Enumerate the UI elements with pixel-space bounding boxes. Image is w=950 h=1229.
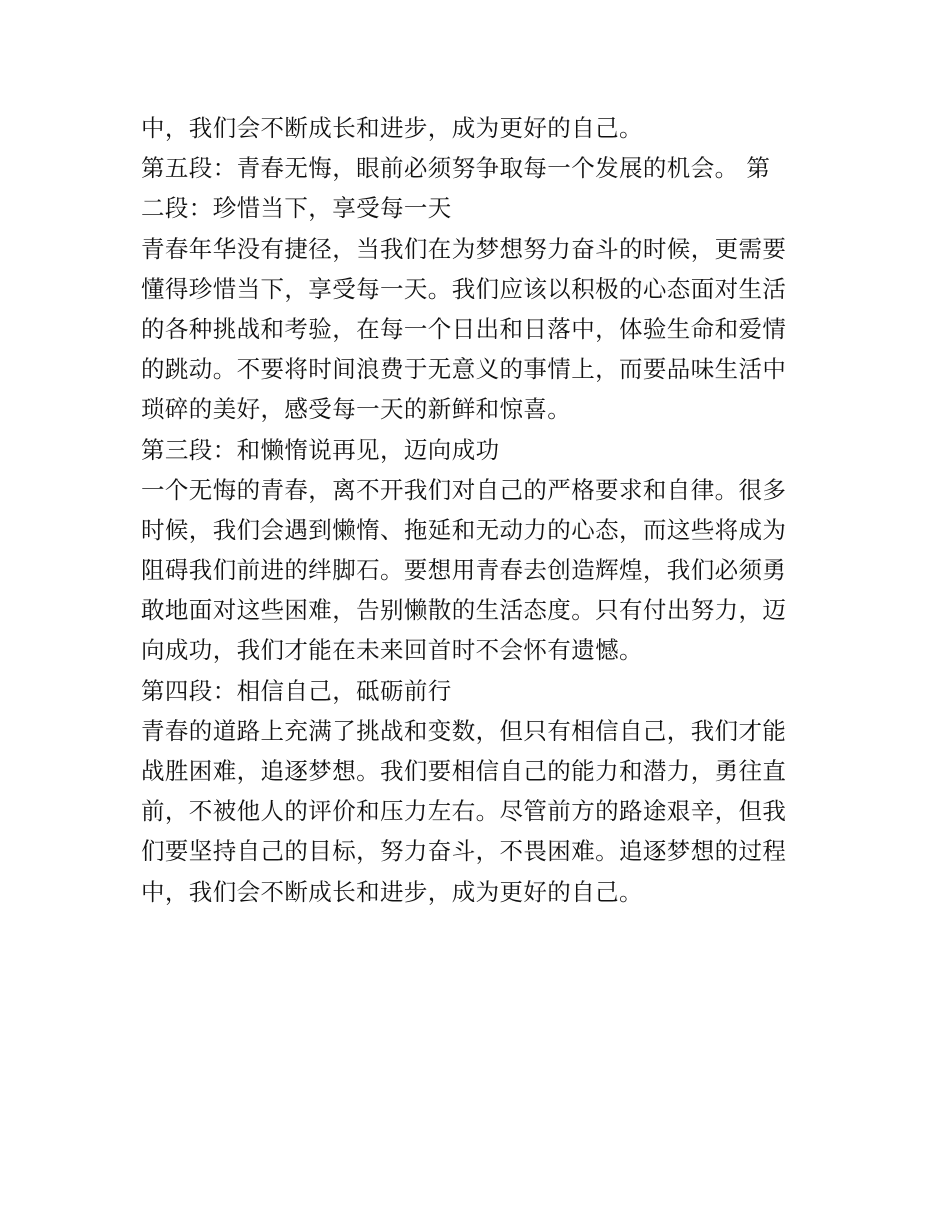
text-line: 的各种挑战和考验，在每一个日出和日落中，体验生命和爱情 (141, 314, 787, 343)
text-line: 敢地面对这些困难，告别懒散的生活态度。只有付出努力，迈 (141, 596, 787, 625)
section-heading-line: 第四段：相信自己，砥砺前行 (141, 676, 452, 705)
text-line: 阻碍我们前进的绊脚石。要想用青春去创造辉煌，我们必须勇 (141, 556, 787, 585)
text-line: 前，不被他人的评价和压力左右。尽管前方的路途艰辛，但我 (141, 797, 787, 826)
text-line: 的跳动。不要将时间浪费于无意义的事情上，而要品味生活中 (141, 355, 787, 384)
text-line: 二段：珍惜当下，享受每一天 (141, 194, 452, 223)
text-line: 青春的道路上充满了挑战和变数，但只有相信自己，我们才能 (141, 716, 787, 745)
text-line: 向成功，我们才能在未来回首时不会怀有遗憾。 (141, 636, 643, 665)
text-line: 中，我们会不断成长和进步，成为更好的自己。 (141, 877, 643, 906)
text-line: 第五段：青春无悔，眼前必须努争取每一个发展的机会。 第 (141, 154, 771, 183)
document-body (141, 108, 841, 912)
text-line: 中，我们会不断成长和进步，成为更好的自己。 (141, 114, 643, 142)
text-line: 时候，我们会遇到懒惰、拖延和无动力的心态，而这些将成为 (141, 515, 787, 544)
text-line: 们要坚持自己的目标，努力奋斗，不畏困难。追逐梦想的过程 (141, 837, 787, 866)
text-line: 青春年华没有捷径，当我们在为梦想努力奋斗的时候，更需要 (141, 234, 787, 263)
text-line: 战胜困难，追逐梦想。我们要相信自己的能力和潜力，勇往直 (141, 757, 787, 785)
section-heading-line: 第三段：和懒惰说再见，迈向成功 (141, 435, 500, 464)
text-line: 琐碎的美好，感受每一天的新鲜和惊喜。 (141, 395, 572, 424)
text-line: 懂得珍惜当下，享受每一天。我们应该以积极的心态面对生活 (141, 274, 787, 303)
text-line: 一个无悔的青春，离不开我们对自己的严格要求和自律。很多 (141, 475, 787, 504)
